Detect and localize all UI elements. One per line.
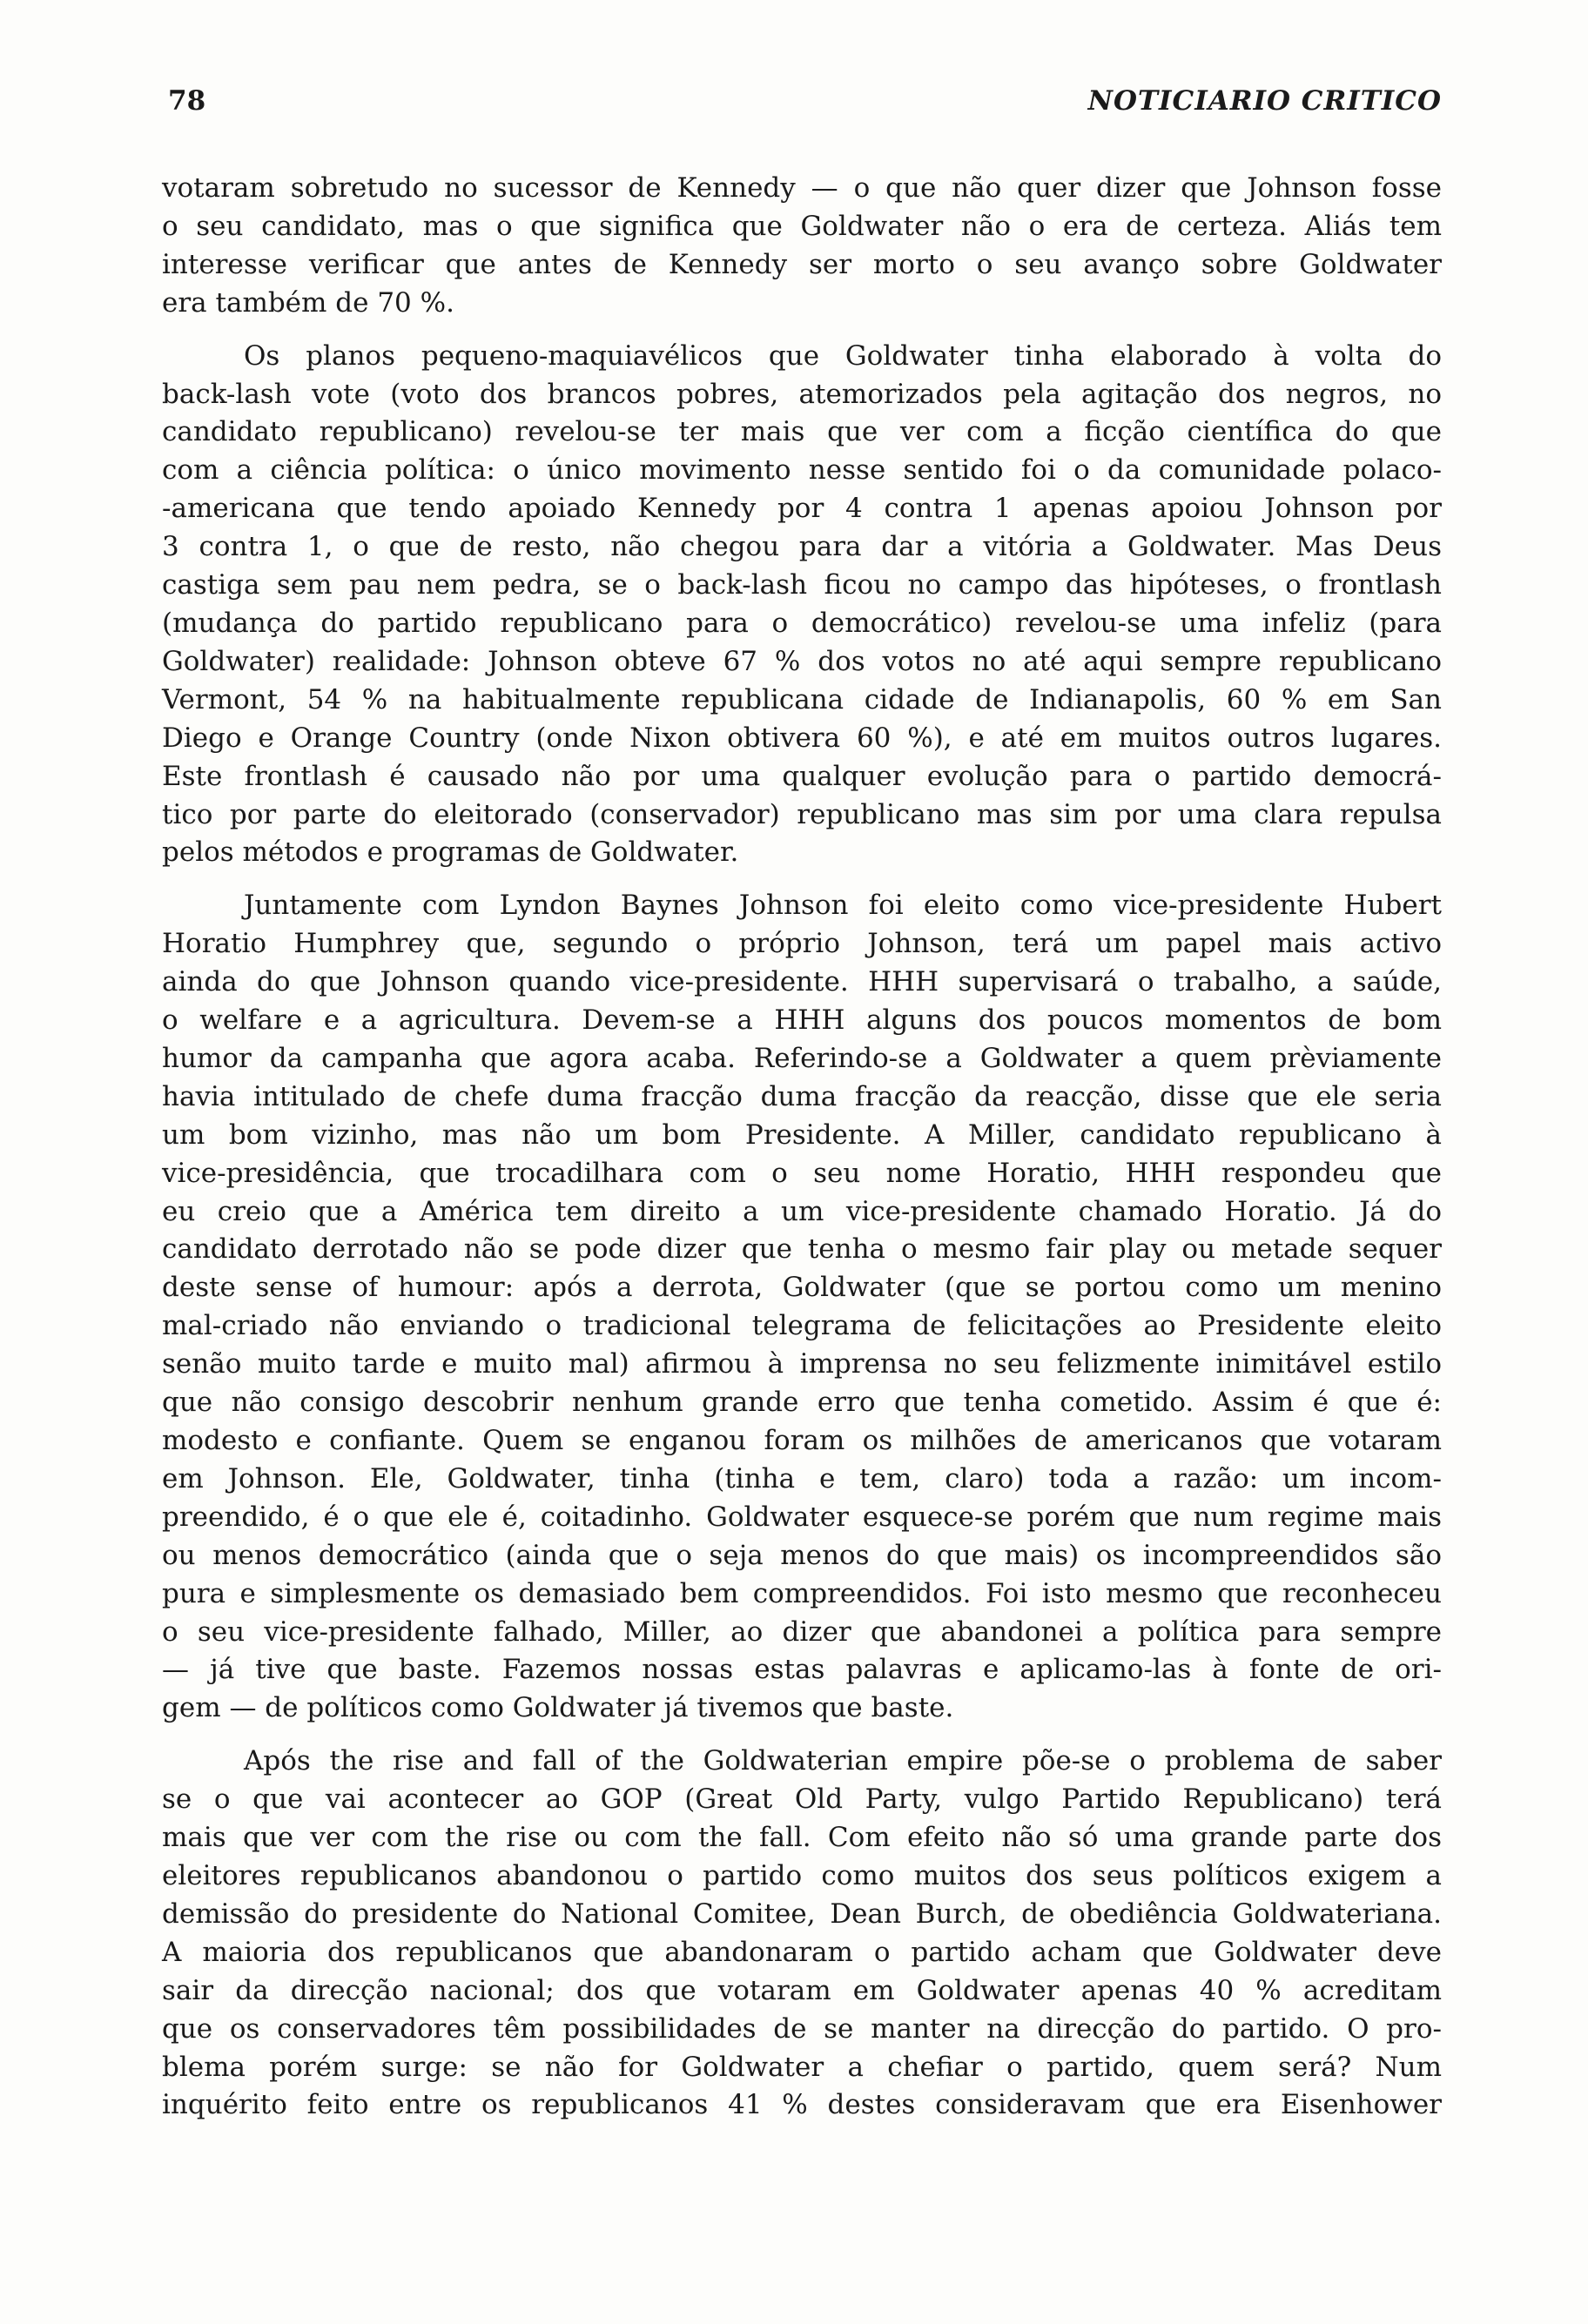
text-line: o seu candidato, mas o que significa que Goldwater não o era de certeza. Aliás tem (162, 210, 1442, 242)
text-line: demissão do presidente do National Comitee, Dean Burch, de obediência Goldwateriana. (162, 1897, 1442, 1930)
text-line: senão muito tarde e muito mal) afirmou à imprensa no seu felizmente inimitável estilo (162, 1348, 1442, 1380)
text-line: Goldwater) realidade: Johnson obteve 67 % dos votos no até aqui sempre republicano (162, 645, 1442, 677)
text-line: Este frontlash é causado não por uma qualquer evolução para o partido democrá- (162, 760, 1442, 792)
text-line: back-lash vote (voto dos brancos pobres, atemorizados pela agitação dos negros, no (162, 378, 1442, 410)
text-line: o seu vice-presidente falhado, Miller, ao dizer que abandonei a política para sempre (162, 1615, 1442, 1648)
text-line: Juntamente com Lyndon Baynes Johnson foi eleito como vice-presidente Hubert (244, 890, 1442, 922)
text-line: sair da direcção nacional; dos que votaram em Goldwater apenas 40 % acreditam (162, 1974, 1442, 2006)
text-line: Horatio Humphrey que, segundo o próprio Johnson, terá um papel mais activo (162, 928, 1442, 960)
text-line: Após the rise and fall of the Goldwaterian empire põe-se o problema de saber (244, 1745, 1442, 1777)
paragraph (162, 1743, 1442, 2125)
text-line: era também de 70 %. (162, 286, 454, 319)
paragraph (162, 887, 1442, 1728)
text-line: ou menos democrático (ainda que o seja menos do que mais) os incompreendidos são (162, 1539, 1442, 1571)
text-line: gem — de políticos como Goldwater já tivemos que baste. (162, 1692, 954, 1724)
text-line: o welfare e a agricultura. Devem-se a HHH alguns dos poucos momentos de bom (162, 1004, 1442, 1037)
text-line: eu creio que a América tem direito a um vice-presidente chamado Horatio. Já do (162, 1195, 1442, 1227)
text-line: — já tive que baste. Fazemos nossas estas palavras e aplicamo-las à fonte de ori- (162, 1654, 1442, 1686)
text-line: que os conservadores têm possibilidades de se manter na direcção do partido. O pro- (162, 2012, 1442, 2045)
text-line: um bom vizinho, mas não um bom Presidente. A Miller, candidato republicano à (162, 1118, 1442, 1151)
text-line: ainda do que Johnson quando vice-presidente. HHH supervisará o trabalho, a saúde, (162, 966, 1442, 998)
paragraph (162, 338, 1442, 873)
text-line: deste sense of humour: após a derrota, Goldwater (que se portou como um menino (162, 1272, 1442, 1304)
text-line: em Johnson. Ele, Goldwater, tinha (tinha e tem, claro) toda a razão: um incom- (162, 1462, 1442, 1494)
paragraph-gap (162, 1728, 1442, 1743)
text-line: vice-presidência, que trocadilhara com o seu nome Horatio, HHH respondeu que (162, 1157, 1442, 1189)
text-line: se o que vai acontecer ao GOP (Great Old Party, vulgo Partido Republicano) terá (162, 1783, 1442, 1816)
text-line: havia intitulado de chefe duma fracção duma fracção da reacção, disse que ele seria (162, 1080, 1442, 1112)
text-line: humor da campanha que agora acaba. Referindo-se a Goldwater a quem prèviamente (162, 1042, 1442, 1074)
text-line: que não consigo descobrir nenhum grande erro que tenha cometido. Assim é que é: (162, 1387, 1442, 1419)
text-line: pelos métodos e programas de Goldwater. (162, 836, 739, 869)
text-line: modesto e confiante. Quem se enganou foram os milhões de americanos que votaram (162, 1425, 1442, 1456)
running-header (168, 85, 1442, 117)
text-line: mais que ver com the rise ou com the fall. Com efeito não só uma grande parte dos (162, 1822, 1442, 1854)
text-line: Vermont, 54 % na habitualmente republicana cidade de Indianapolis, 60 % em San (162, 683, 1442, 715)
text-line: mal-criado não enviando o tradicional telegrama de felicitações ao Presidente eleito (162, 1310, 1442, 1342)
text-line: eleitores republicanos abandonou o partido como muitos dos seus políticos exigem a (162, 1859, 1442, 1891)
text-line: castiga sem pau nem pedra, se o back-lash ficou no campo das hipóteses, o frontlash (162, 569, 1442, 601)
text-line: Diego e Orange Country (onde Nixon obtivera 60 %), e até em muitos outros lugares. (162, 722, 1442, 754)
paragraph-gap (162, 872, 1442, 887)
text-line: candidato derrotado não se pode dizer que tenha o mesmo fair play ou metade sequer (162, 1233, 1442, 1266)
text-line: tico por parte do eleitorado (conservador) republicano mas sim por uma clara repulsa (162, 798, 1442, 830)
text-line: inquérito feito entre os republicanos 41 % destes consideravam que era Eisenhower (162, 2089, 1442, 2121)
text-line: candidato republicano) revelou-se ter mais que ver com a ficção científica do que (162, 416, 1442, 448)
text-line: (mudança do partido republicano para o democrático) revelou-se uma infeliz (para (162, 607, 1442, 639)
text-line: pura e simplesmente os demasiado bem compreendidos. Foi isto mesmo que reconheceu (162, 1577, 1442, 1609)
running-title: NOTICIARIO CRITICO (1087, 85, 1442, 117)
text-line: Os planos pequeno-maquiavélicos que Goldwater tinha elaborado à volta do (244, 339, 1442, 372)
text-line: -americana que tendo apoiado Kennedy por 4 contra 1 apenas apoiou Johnson por (162, 493, 1442, 525)
text-line: A maioria dos republicanos que abandonaram o partido acham que Goldwater deve (162, 1936, 1442, 1968)
text-line: com a ciência política: o único movimento nesse sentido foi o da comunidade polaco- (162, 454, 1442, 487)
paragraph (162, 170, 1442, 323)
page-number: 78 (168, 85, 206, 117)
text-line: votaram sobretudo no sucessor de Kennedy — o que não quer dizer que Johnson fosse (162, 172, 1442, 204)
text-line: blema porém surge: se não for Goldwater a chefiar o partido, quem será? Num (162, 2051, 1442, 2083)
body-text (162, 170, 1442, 2125)
text-line: interesse verificar que antes de Kennedy ser morto o seu avanço sobre Goldwater (162, 248, 1442, 280)
paragraph-gap (162, 323, 1442, 338)
text-line: preendido, é o que ele é, coitadinho. Goldwater esquece-se porém que num regime mais (162, 1501, 1442, 1533)
text-line: 3 contra 1, o que de resto, não chegou para dar a vitória a Goldwater. Mas Deus (162, 531, 1442, 563)
